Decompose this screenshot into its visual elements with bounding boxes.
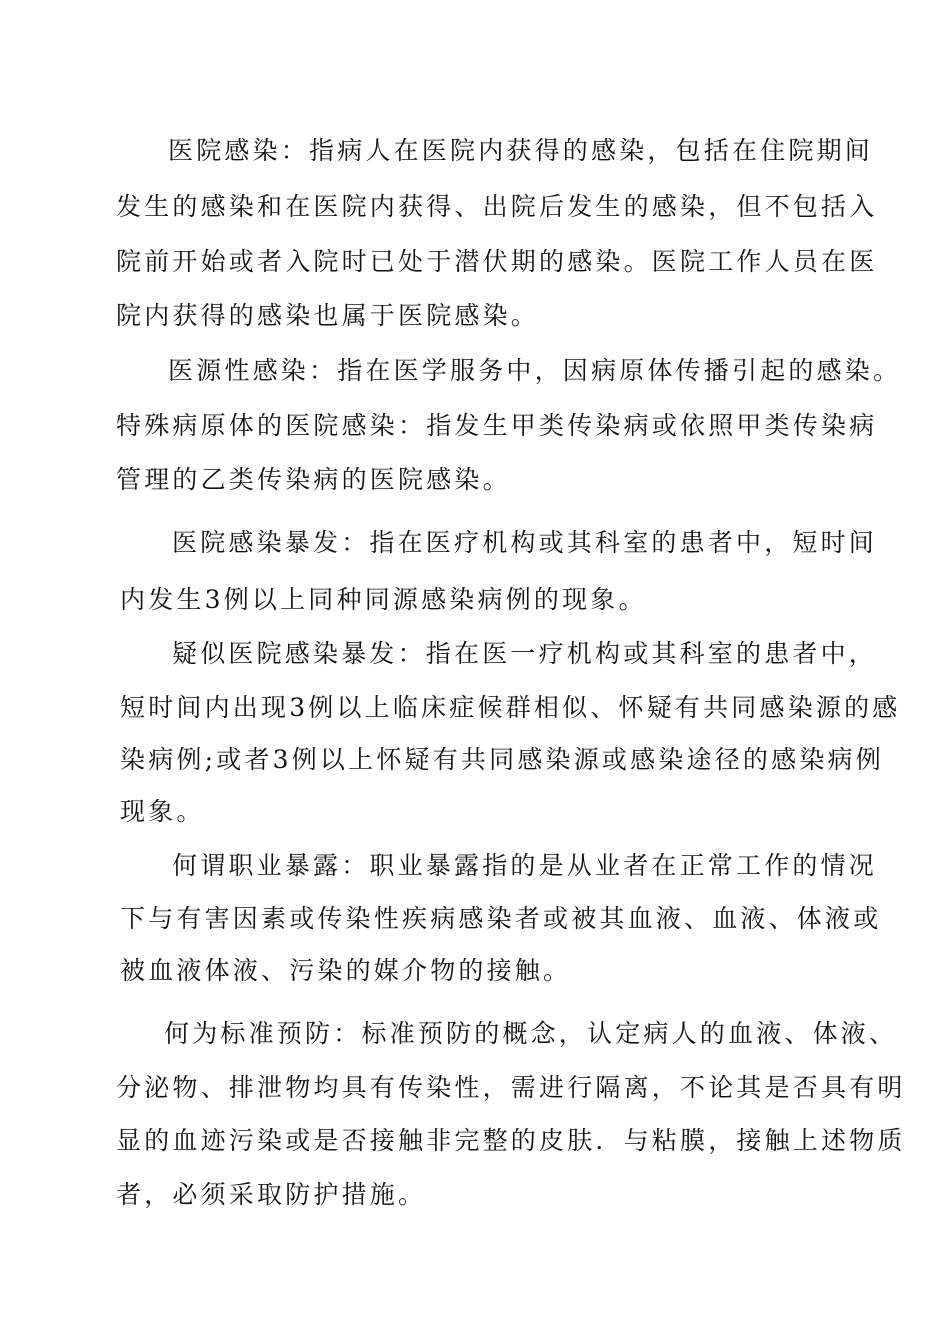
para-standard-precaution-line-1: 何为标准预防：标准预防的概念，认定病人的血液、体液、 bbox=[164, 1019, 898, 1048]
para-standard-precaution-line-4: 者，必须采取防护措施。 bbox=[116, 1180, 427, 1209]
para-standard-precaution-line-2: 分泌物、排泄物均具有传染性，需进行隔离，不论其是否具有明 bbox=[116, 1073, 906, 1102]
para-special-pathogen-line-1: 特殊病原体的医院感染：指发生甲类传染病或依照甲类传染病 bbox=[116, 411, 878, 440]
para-suspected-outbreak-line-1: 疑似医院感染暴发：指在医一疗机构或其科室的患者中， bbox=[172, 639, 878, 668]
para-suspected-outbreak-line-2: 短时间内出现3例以上临床症候群相似、怀疑有共同感染源的感 bbox=[120, 693, 901, 722]
para-hospital-infection-line-4: 院内获得的感染也属于医院感染。 bbox=[116, 301, 540, 330]
para-iatrogenic-infection: 医源性感染：指在医学服务中，因病原体传播引起的感染。 bbox=[168, 356, 902, 385]
para-standard-precaution-line-3: 显的血迹污染或是否接触非完整的皮肤．与粘膜，接触上述物质 bbox=[116, 1126, 906, 1155]
para-special-pathogen-line-2: 管理的乙类传染病的医院感染。 bbox=[116, 465, 511, 494]
para-hospital-infection-line-2: 发生的感染和在医院内获得、出院后发生的感染，但不包括入 bbox=[116, 192, 878, 221]
para-occupational-exposure-line-1: 何谓职业暴露：职业暴露指的是从业者在正常工作的情况 bbox=[172, 851, 878, 880]
para-suspected-outbreak-line-3: 染病例;或者3例以上怀疑有共同感染源或感染途径的感染病例 bbox=[120, 745, 884, 774]
para-occupational-exposure-line-2: 下与有害因素或传染性疾病感染者或被其血液、血液、体液或 bbox=[120, 904, 882, 933]
para-occupational-exposure-line-3: 被血液体液、污染的媒介物的接触。 bbox=[120, 956, 572, 985]
para-suspected-outbreak-line-4: 现象。 bbox=[120, 797, 205, 826]
para-hospital-infection-line-1: 医院感染：指病人在医院内获得的感染，包括在住院期间 bbox=[168, 136, 874, 165]
para-outbreak-line-1: 医院感染暴发：指在医疗机构或其科室的患者中，短时间 bbox=[172, 528, 878, 557]
para-outbreak-line-2: 内发生3例以上同种同源感染病例的现象。 bbox=[120, 585, 647, 614]
para-hospital-infection-line-3: 院前开始或者入院时已处于潜伏期的感染。医院工作人员在医 bbox=[116, 247, 878, 276]
